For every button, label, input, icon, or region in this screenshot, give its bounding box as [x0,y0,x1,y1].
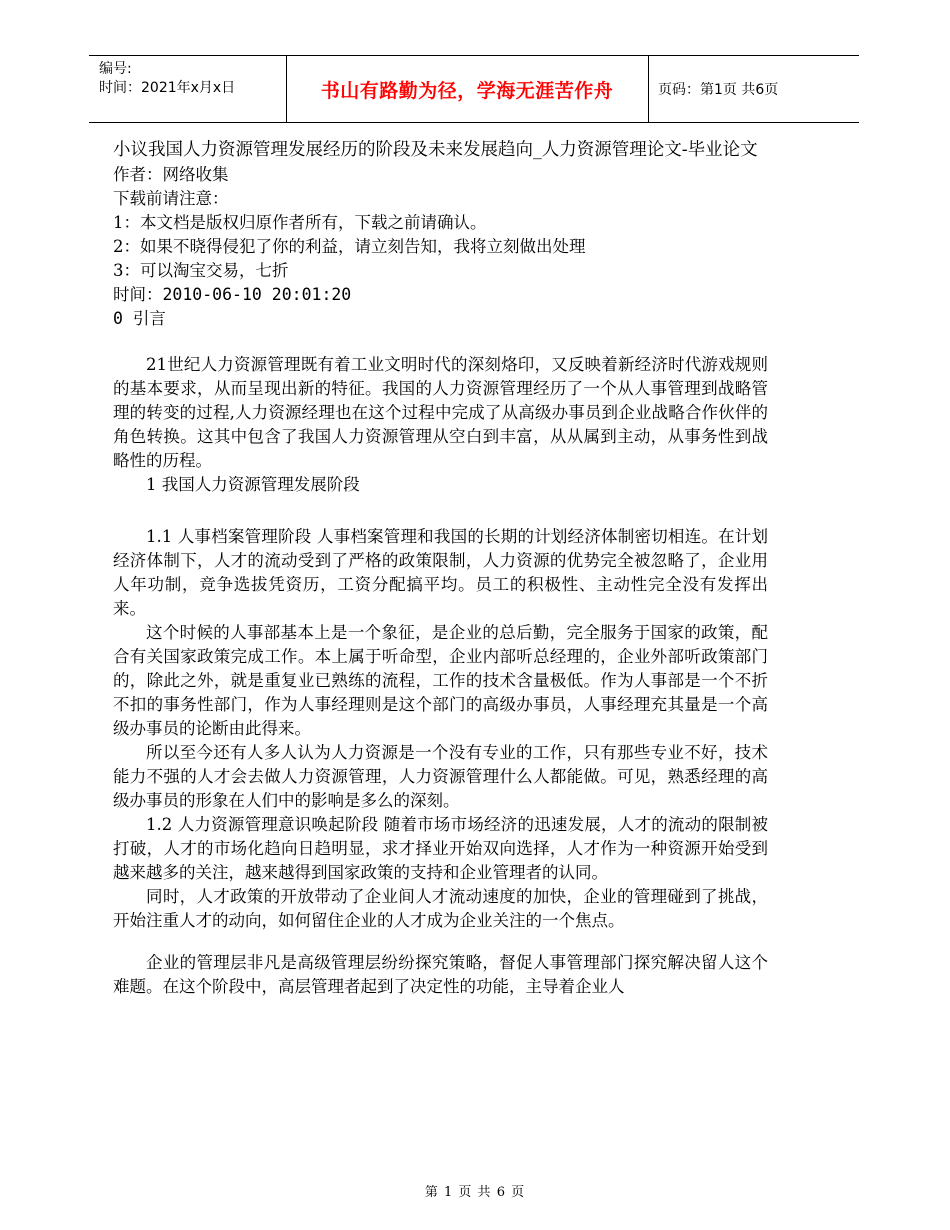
body-paragraph: 这个时候的人事部基本上是一个象征，是企业的总后勤，完全服务于国家的政策，配合有关国家政策完成工作。本上属于听命型，企业内部听总经理的，企业外部听政策部门的，除此之外，就是重复业已熟练的流程，工作的技术含量极低。作为人事部是一个不折不扣的事务性部门，作为人事经理则是这个部门的高级办事员，人事经理充其量是一个高级办事员的论断由此得来。 [113,623,768,738]
body-paragraph: 1.2 人力资源管理意识唤起阶段 随着市场市场经济的迅速发展，人才的流动的限制被打破，人才的市场化趋向日趋明显，求才择业开始双向选择，人才作为一种资源开始受到越来越多的关注，越来越得到国家政策的支持和企业管理者的认同。 [113,815,768,882]
motto-text: 书山有路勤为径，学海无涯苦作舟 [320,79,614,102]
body-paragraph: 所以至今还有人多人认为人力资源是一个没有专业的工作，只有那些专业不好，技术能力不强的人才会去做人力资源管理，人力资源管理什么人都能做。可见，熟悉经理的高级办事员的形象在人们中的影响是多么的深刻。 [113,743,768,810]
document-number-label: 编号: [99,61,132,77]
page-header [89,55,859,123]
header-left-cell [89,56,287,122]
footer-page-number: 第 1 页 共 6 页 [424,1185,526,1200]
body-paragraph: 21世纪人力资源管理既有着工业文明时代的深刻烙印，又反映着新经济时代游戏规则的基本要求，从而呈现出新的特征。我国的人力资源管理经历了一个从人事管理到战略管理的转变的过程,人力资源经理也在这个过程中完成了从高级办事员到企业战略合作伙伴的角色转换。这其中包含了我国人力资源管理从空白到丰富，从从属到主动，从事务性到战略性的历程。 [113,355,768,470]
document-title: 小议我国人力资源管理发展经历的阶段及未来发展趋向_人力资源管理论文-毕业论文 [113,140,758,160]
intro-heading: 0 引言 [113,309,166,328]
page-info: 页码：第1页 共6页 [658,82,779,98]
body-paragraph: 企业的管理层非凡是高级管理层纷纷探究策略，督促人事管理部门探究解决留人这个难题。在这个阶段中，高层管理者起到了决定性的功能，主导着企业人 [113,953,768,996]
header-page-cell [648,56,869,122]
notice-item: 3：可以淘宝交易，七折 [113,261,289,280]
author-line: 作者：网络收集 [113,165,229,184]
publish-time: 时间：2010-06-10 20:01:20 [113,285,352,304]
page-footer [0,1181,950,1200]
notice-heading: 下载前请注意： [113,189,229,208]
body-paragraph: 同时，人才政策的开放带动了企业间人才流动速度的加快，企业的管理碰到了挑战，开始注重人才的动向，如何留住企业的人才成为企业关注的一个焦点。 [113,887,768,930]
notice-item: 2：如果不晓得侵犯了你的利益，请立刻告知，我将立刻做出处理 [113,237,586,256]
document-time-label: 时间：2021年x月x日 [99,80,236,96]
header-motto-cell [286,56,649,122]
document-content [113,138,768,999]
body-paragraph: 1.1 人事档案管理阶段 人事档案管理和我国的长期的计划经济体制密切相连。在计划经济体制下，人才的流动受到了严格的政策限制，人力资源的优势完全被忽略了，企业用人年功制，竞争选拔凭资历，工资分配搞平均。员工的积极性、主动性完全没有发挥出来。 [113,527,768,618]
notice-item: 1：本文档是版权归原作者所有，下载之前请确认。 [113,213,487,232]
section-heading: 1 我国人力资源管理发展阶段 [146,475,360,494]
